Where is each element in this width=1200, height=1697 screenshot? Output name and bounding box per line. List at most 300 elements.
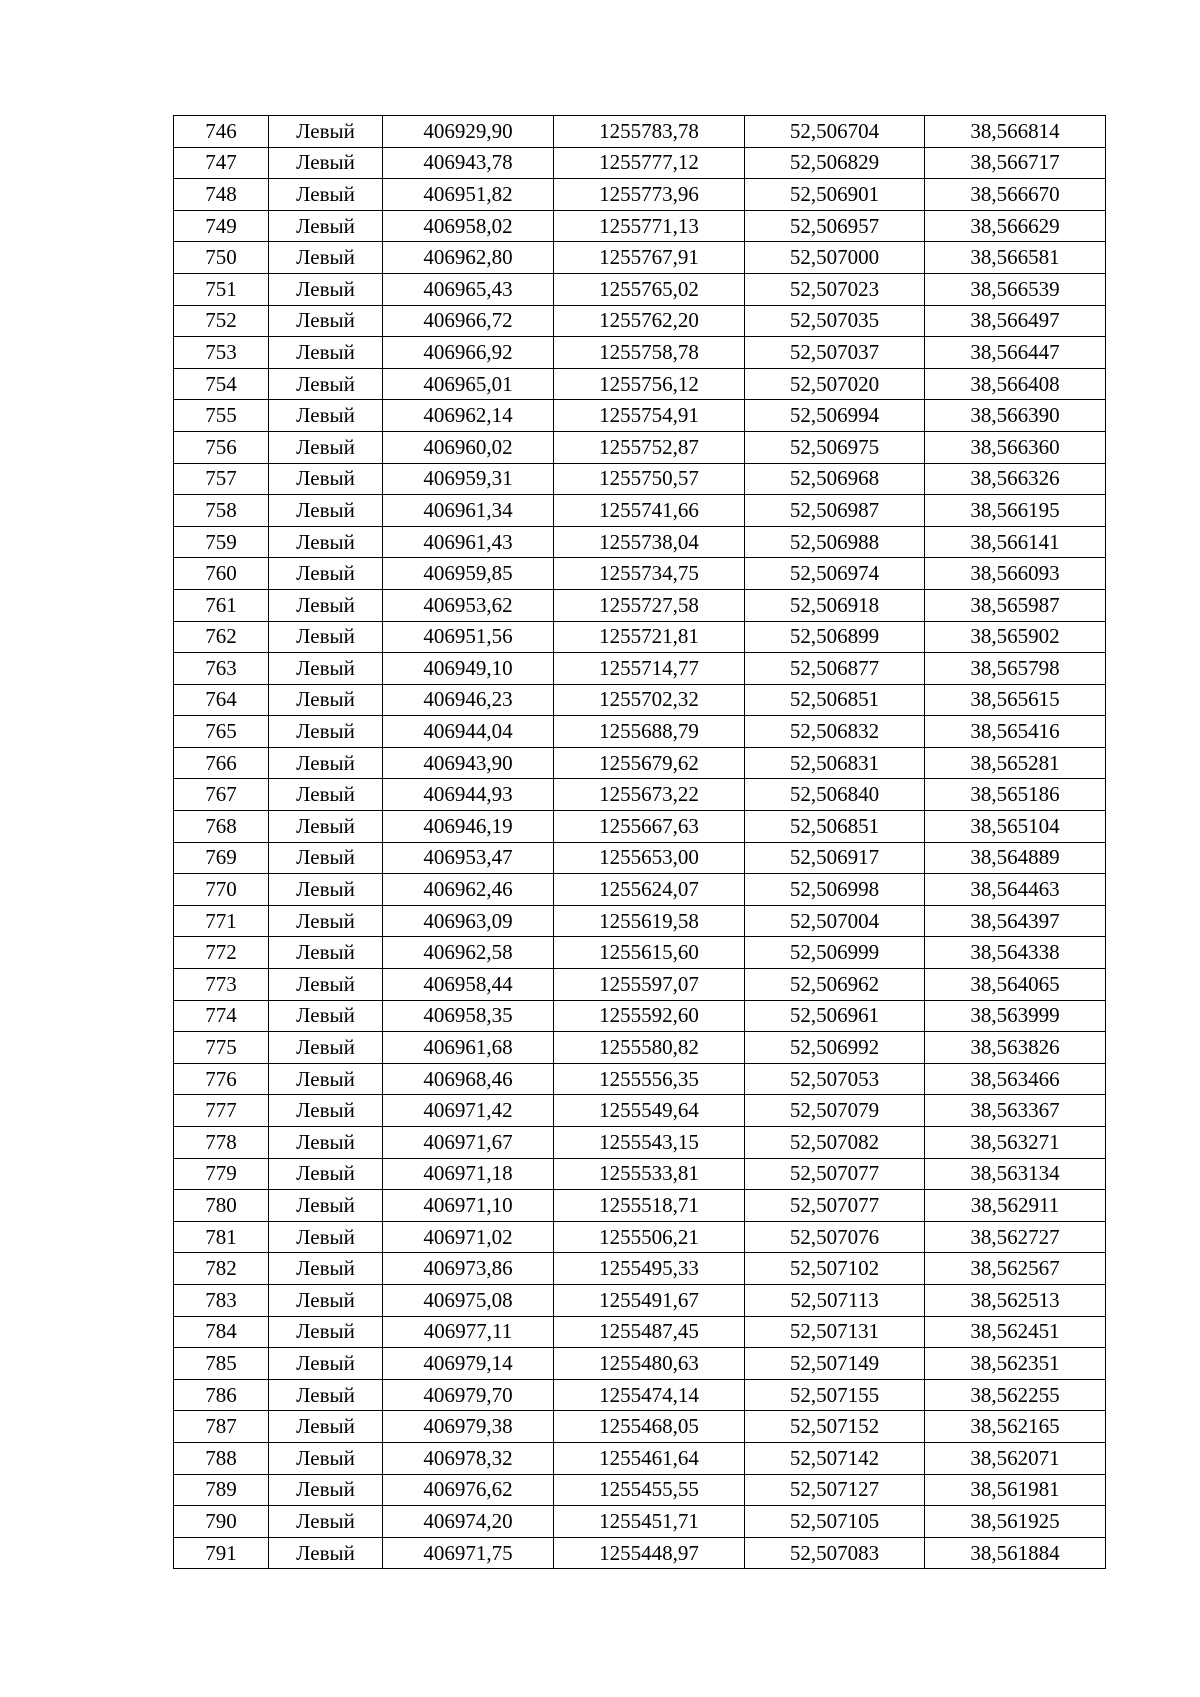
latitude-cell: 52,507076 [745,1221,925,1253]
x-coordinate-cell: 406979,14 [383,1348,554,1380]
table-row [174,1316,1106,1348]
table-row [174,558,1106,590]
longitude-cell: 38,561925 [925,1506,1106,1538]
y-coordinate-cell: 1255556,35 [554,1063,745,1095]
longitude-cell: 38,566581 [925,242,1106,274]
side-cell: Левый [269,463,383,495]
y-coordinate-cell: 1255688,79 [554,716,745,748]
point-number-cell: 769 [174,842,269,874]
latitude-cell: 52,507127 [745,1474,925,1506]
point-number-cell: 761 [174,589,269,621]
x-coordinate-cell: 406977,11 [383,1316,554,1348]
longitude-cell: 38,561981 [925,1474,1106,1506]
point-number-cell: 751 [174,273,269,305]
table-row [174,684,1106,716]
table-row [174,905,1106,937]
side-cell: Левый [269,400,383,432]
latitude-cell: 52,506851 [745,684,925,716]
x-coordinate-cell: 406971,75 [383,1537,554,1569]
point-number-cell: 775 [174,1032,269,1064]
latitude-cell: 52,506988 [745,526,925,558]
table-row [174,779,1106,811]
y-coordinate-cell: 1255767,91 [554,242,745,274]
side-cell: Левый [269,1506,383,1538]
point-number-cell: 770 [174,874,269,906]
y-coordinate-cell: 1255756,12 [554,368,745,400]
table-row [174,1348,1106,1380]
side-cell: Левый [269,1190,383,1222]
y-coordinate-cell: 1255741,66 [554,495,745,527]
table-row [174,1158,1106,1190]
longitude-cell: 38,565987 [925,589,1106,621]
table-row [174,1190,1106,1222]
y-coordinate-cell: 1255455,55 [554,1474,745,1506]
point-number-cell: 779 [174,1158,269,1190]
point-number-cell: 756 [174,431,269,463]
side-cell: Левый [269,969,383,1001]
point-number-cell: 783 [174,1284,269,1316]
longitude-cell: 38,566497 [925,305,1106,337]
latitude-cell: 52,506999 [745,937,925,969]
table-row [174,1442,1106,1474]
longitude-cell: 38,563367 [925,1095,1106,1127]
x-coordinate-cell: 406962,58 [383,937,554,969]
longitude-cell: 38,562567 [925,1253,1106,1285]
table-row [174,431,1106,463]
y-coordinate-cell: 1255592,60 [554,1000,745,1032]
side-cell: Левый [269,937,383,969]
latitude-cell: 52,507004 [745,905,925,937]
longitude-cell: 38,564889 [925,842,1106,874]
table-row [174,368,1106,400]
side-cell: Левый [269,589,383,621]
table-row [174,1063,1106,1095]
longitude-cell: 38,562165 [925,1411,1106,1443]
y-coordinate-cell: 1255750,57 [554,463,745,495]
point-number-cell: 784 [174,1316,269,1348]
longitude-cell: 38,565186 [925,779,1106,811]
longitude-cell: 38,563271 [925,1127,1106,1159]
point-number-cell: 758 [174,495,269,527]
point-number-cell: 755 [174,400,269,432]
point-number-cell: 757 [174,463,269,495]
latitude-cell: 52,506840 [745,779,925,811]
latitude-cell: 52,507077 [745,1158,925,1190]
x-coordinate-cell: 406951,82 [383,179,554,211]
point-number-cell: 748 [174,179,269,211]
y-coordinate-cell: 1255615,60 [554,937,745,969]
side-cell: Левый [269,621,383,653]
point-number-cell: 767 [174,779,269,811]
latitude-cell: 52,507079 [745,1095,925,1127]
latitude-cell: 52,506975 [745,431,925,463]
table-row [174,937,1106,969]
table-row [174,400,1106,432]
longitude-cell: 38,565104 [925,811,1106,843]
side-cell: Левый [269,147,383,179]
table-row [174,716,1106,748]
point-number-cell: 746 [174,116,269,148]
table-row [174,874,1106,906]
table-row [174,1221,1106,1253]
longitude-cell: 38,565281 [925,747,1106,779]
x-coordinate-cell: 406949,10 [383,653,554,685]
longitude-cell: 38,566814 [925,116,1106,148]
y-coordinate-cell: 1255624,07 [554,874,745,906]
y-coordinate-cell: 1255580,82 [554,1032,745,1064]
side-cell: Левый [269,684,383,716]
latitude-cell: 52,506917 [745,842,925,874]
x-coordinate-cell: 406968,46 [383,1063,554,1095]
table-row [174,842,1106,874]
latitude-cell: 52,507035 [745,305,925,337]
y-coordinate-cell: 1255495,33 [554,1253,745,1285]
side-cell: Левый [269,1032,383,1064]
table-row [174,1000,1106,1032]
table-row [174,811,1106,843]
latitude-cell: 52,506877 [745,653,925,685]
side-cell: Левый [269,210,383,242]
table-row [174,1506,1106,1538]
point-number-cell: 768 [174,811,269,843]
point-number-cell: 750 [174,242,269,274]
latitude-cell: 52,507000 [745,242,925,274]
longitude-cell: 38,564397 [925,905,1106,937]
longitude-cell: 38,566408 [925,368,1106,400]
x-coordinate-cell: 406959,85 [383,558,554,590]
x-coordinate-cell: 406960,02 [383,431,554,463]
x-coordinate-cell: 406974,20 [383,1506,554,1538]
latitude-cell: 52,506832 [745,716,925,748]
latitude-cell: 52,506961 [745,1000,925,1032]
x-coordinate-cell: 406946,19 [383,811,554,843]
point-number-cell: 791 [174,1537,269,1569]
point-number-cell: 789 [174,1474,269,1506]
x-coordinate-cell: 406958,02 [383,210,554,242]
x-coordinate-cell: 406944,04 [383,716,554,748]
longitude-cell: 38,562071 [925,1442,1106,1474]
y-coordinate-cell: 1255474,14 [554,1379,745,1411]
point-number-cell: 788 [174,1442,269,1474]
side-cell: Левый [269,905,383,937]
side-cell: Левый [269,842,383,874]
table-row [174,1379,1106,1411]
table-row [174,337,1106,369]
table-row [174,1253,1106,1285]
latitude-cell: 52,506957 [745,210,925,242]
longitude-cell: 38,566360 [925,431,1106,463]
side-cell: Левый [269,1474,383,1506]
x-coordinate-cell: 406929,90 [383,116,554,148]
x-coordinate-cell: 406962,46 [383,874,554,906]
latitude-cell: 52,507083 [745,1537,925,1569]
latitude-cell: 52,507142 [745,1442,925,1474]
longitude-cell: 38,566717 [925,147,1106,179]
y-coordinate-cell: 1255549,64 [554,1095,745,1127]
latitude-cell: 52,507037 [745,337,925,369]
y-coordinate-cell: 1255597,07 [554,969,745,1001]
point-number-cell: 778 [174,1127,269,1159]
side-cell: Левый [269,874,383,906]
table-row [174,242,1106,274]
x-coordinate-cell: 406943,90 [383,747,554,779]
x-coordinate-cell: 406946,23 [383,684,554,716]
latitude-cell: 52,506962 [745,969,925,1001]
y-coordinate-cell: 1255448,97 [554,1537,745,1569]
y-coordinate-cell: 1255673,22 [554,779,745,811]
y-coordinate-cell: 1255619,58 [554,905,745,937]
side-cell: Левый [269,1411,383,1443]
longitude-cell: 38,562513 [925,1284,1106,1316]
point-number-cell: 780 [174,1190,269,1222]
y-coordinate-cell: 1255679,62 [554,747,745,779]
side-cell: Левый [269,116,383,148]
x-coordinate-cell: 406953,47 [383,842,554,874]
x-coordinate-cell: 406958,35 [383,1000,554,1032]
y-coordinate-cell: 1255762,20 [554,305,745,337]
longitude-cell: 38,565902 [925,621,1106,653]
x-coordinate-cell: 406965,43 [383,273,554,305]
y-coordinate-cell: 1255758,78 [554,337,745,369]
table-row [174,179,1106,211]
side-cell: Левый [269,1221,383,1253]
table-row [174,463,1106,495]
side-cell: Левый [269,305,383,337]
x-coordinate-cell: 406959,31 [383,463,554,495]
point-number-cell: 760 [174,558,269,590]
longitude-cell: 38,563134 [925,1158,1106,1190]
side-cell: Левый [269,337,383,369]
longitude-cell: 38,564338 [925,937,1106,969]
x-coordinate-cell: 406971,18 [383,1158,554,1190]
side-cell: Левый [269,431,383,463]
side-cell: Левый [269,495,383,527]
point-number-cell: 787 [174,1411,269,1443]
longitude-cell: 38,563466 [925,1063,1106,1095]
longitude-cell: 38,566629 [925,210,1106,242]
point-number-cell: 786 [174,1379,269,1411]
side-cell: Левый [269,1348,383,1380]
latitude-cell: 52,506974 [745,558,925,590]
side-cell: Левый [269,779,383,811]
y-coordinate-cell: 1255783,78 [554,116,745,148]
latitude-cell: 52,507102 [745,1253,925,1285]
y-coordinate-cell: 1255752,87 [554,431,745,463]
side-cell: Левый [269,558,383,590]
y-coordinate-cell: 1255734,75 [554,558,745,590]
x-coordinate-cell: 406953,62 [383,589,554,621]
x-coordinate-cell: 406944,93 [383,779,554,811]
point-number-cell: 752 [174,305,269,337]
point-number-cell: 772 [174,937,269,969]
table-row [174,1474,1106,1506]
y-coordinate-cell: 1255738,04 [554,526,745,558]
x-coordinate-cell: 406951,56 [383,621,554,653]
point-number-cell: 774 [174,1000,269,1032]
table-row [174,305,1106,337]
latitude-cell: 52,507131 [745,1316,925,1348]
x-coordinate-cell: 406943,78 [383,147,554,179]
longitude-cell: 38,566670 [925,179,1106,211]
coordinates-table-body [174,116,1106,1569]
y-coordinate-cell: 1255491,67 [554,1284,745,1316]
side-cell: Левый [269,1379,383,1411]
x-coordinate-cell: 406971,42 [383,1095,554,1127]
latitude-cell: 52,507149 [745,1348,925,1380]
latitude-cell: 52,507105 [745,1506,925,1538]
x-coordinate-cell: 406958,44 [383,969,554,1001]
y-coordinate-cell: 1255667,63 [554,811,745,843]
point-number-cell: 776 [174,1063,269,1095]
side-cell: Левый [269,179,383,211]
y-coordinate-cell: 1255461,64 [554,1442,745,1474]
y-coordinate-cell: 1255480,63 [554,1348,745,1380]
latitude-cell: 52,506899 [745,621,925,653]
y-coordinate-cell: 1255773,96 [554,179,745,211]
table-row [174,1537,1106,1569]
side-cell: Левый [269,1000,383,1032]
table-row [174,621,1106,653]
y-coordinate-cell: 1255714,77 [554,653,745,685]
point-number-cell: 782 [174,1253,269,1285]
y-coordinate-cell: 1255702,32 [554,684,745,716]
x-coordinate-cell: 406976,62 [383,1474,554,1506]
longitude-cell: 38,564065 [925,969,1106,1001]
table-row [174,273,1106,305]
latitude-cell: 52,507113 [745,1284,925,1316]
table-row [174,526,1106,558]
latitude-cell: 52,506901 [745,179,925,211]
longitude-cell: 38,566390 [925,400,1106,432]
side-cell: Левый [269,242,383,274]
longitude-cell: 38,566141 [925,526,1106,558]
longitude-cell: 38,564463 [925,874,1106,906]
latitude-cell: 52,507082 [745,1127,925,1159]
longitude-cell: 38,565615 [925,684,1106,716]
side-cell: Левый [269,1284,383,1316]
point-number-cell: 753 [174,337,269,369]
table-row [174,589,1106,621]
x-coordinate-cell: 406973,86 [383,1253,554,1285]
point-number-cell: 759 [174,526,269,558]
x-coordinate-cell: 406979,70 [383,1379,554,1411]
x-coordinate-cell: 406971,02 [383,1221,554,1253]
x-coordinate-cell: 406962,14 [383,400,554,432]
table-row [174,495,1106,527]
latitude-cell: 52,506994 [745,400,925,432]
point-number-cell: 763 [174,653,269,685]
latitude-cell: 52,507077 [745,1190,925,1222]
x-coordinate-cell: 406962,80 [383,242,554,274]
longitude-cell: 38,562451 [925,1316,1106,1348]
x-coordinate-cell: 406971,10 [383,1190,554,1222]
longitude-cell: 38,563999 [925,1000,1106,1032]
latitude-cell: 52,506968 [745,463,925,495]
point-number-cell: 773 [174,969,269,1001]
table-row [174,969,1106,1001]
x-coordinate-cell: 406966,72 [383,305,554,337]
point-number-cell: 762 [174,621,269,653]
latitude-cell: 52,506831 [745,747,925,779]
longitude-cell: 38,566326 [925,463,1106,495]
latitude-cell: 52,506918 [745,589,925,621]
x-coordinate-cell: 406965,01 [383,368,554,400]
side-cell: Левый [269,273,383,305]
y-coordinate-cell: 1255777,12 [554,147,745,179]
point-number-cell: 765 [174,716,269,748]
y-coordinate-cell: 1255765,02 [554,273,745,305]
point-number-cell: 771 [174,905,269,937]
side-cell: Левый [269,1158,383,1190]
y-coordinate-cell: 1255451,71 [554,1506,745,1538]
side-cell: Левый [269,368,383,400]
latitude-cell: 52,507053 [745,1063,925,1095]
y-coordinate-cell: 1255727,58 [554,589,745,621]
table-row [174,116,1106,148]
y-coordinate-cell: 1255506,21 [554,1221,745,1253]
latitude-cell: 52,506704 [745,116,925,148]
x-coordinate-cell: 406961,68 [383,1032,554,1064]
longitude-cell: 38,562911 [925,1190,1106,1222]
side-cell: Левый [269,1442,383,1474]
longitude-cell: 38,562727 [925,1221,1106,1253]
longitude-cell: 38,565416 [925,716,1106,748]
y-coordinate-cell: 1255518,71 [554,1190,745,1222]
point-number-cell: 754 [174,368,269,400]
longitude-cell: 38,565798 [925,653,1106,685]
y-coordinate-cell: 1255533,81 [554,1158,745,1190]
latitude-cell: 52,506987 [745,495,925,527]
side-cell: Левый [269,747,383,779]
x-coordinate-cell: 406963,09 [383,905,554,937]
table-row [174,210,1106,242]
point-number-cell: 785 [174,1348,269,1380]
latitude-cell: 52,507023 [745,273,925,305]
table-row [174,653,1106,685]
point-number-cell: 749 [174,210,269,242]
point-number-cell: 777 [174,1095,269,1127]
point-number-cell: 747 [174,147,269,179]
longitude-cell: 38,562255 [925,1379,1106,1411]
side-cell: Левый [269,653,383,685]
table-row [174,1032,1106,1064]
y-coordinate-cell: 1255721,81 [554,621,745,653]
coordinates-table [173,115,1106,1569]
latitude-cell: 52,507020 [745,368,925,400]
y-coordinate-cell: 1255653,00 [554,842,745,874]
side-cell: Левый [269,1063,383,1095]
y-coordinate-cell: 1255543,15 [554,1127,745,1159]
longitude-cell: 38,566093 [925,558,1106,590]
longitude-cell: 38,566195 [925,495,1106,527]
side-cell: Левый [269,526,383,558]
point-number-cell: 790 [174,1506,269,1538]
latitude-cell: 52,506851 [745,811,925,843]
table-row [174,1411,1106,1443]
side-cell: Левый [269,811,383,843]
longitude-cell: 38,566447 [925,337,1106,369]
latitude-cell: 52,506992 [745,1032,925,1064]
table-row [174,1127,1106,1159]
longitude-cell: 38,561884 [925,1537,1106,1569]
side-cell: Левый [269,1127,383,1159]
table-row [174,147,1106,179]
point-number-cell: 781 [174,1221,269,1253]
side-cell: Левый [269,716,383,748]
y-coordinate-cell: 1255754,91 [554,400,745,432]
x-coordinate-cell: 406961,34 [383,495,554,527]
x-coordinate-cell: 406961,43 [383,526,554,558]
